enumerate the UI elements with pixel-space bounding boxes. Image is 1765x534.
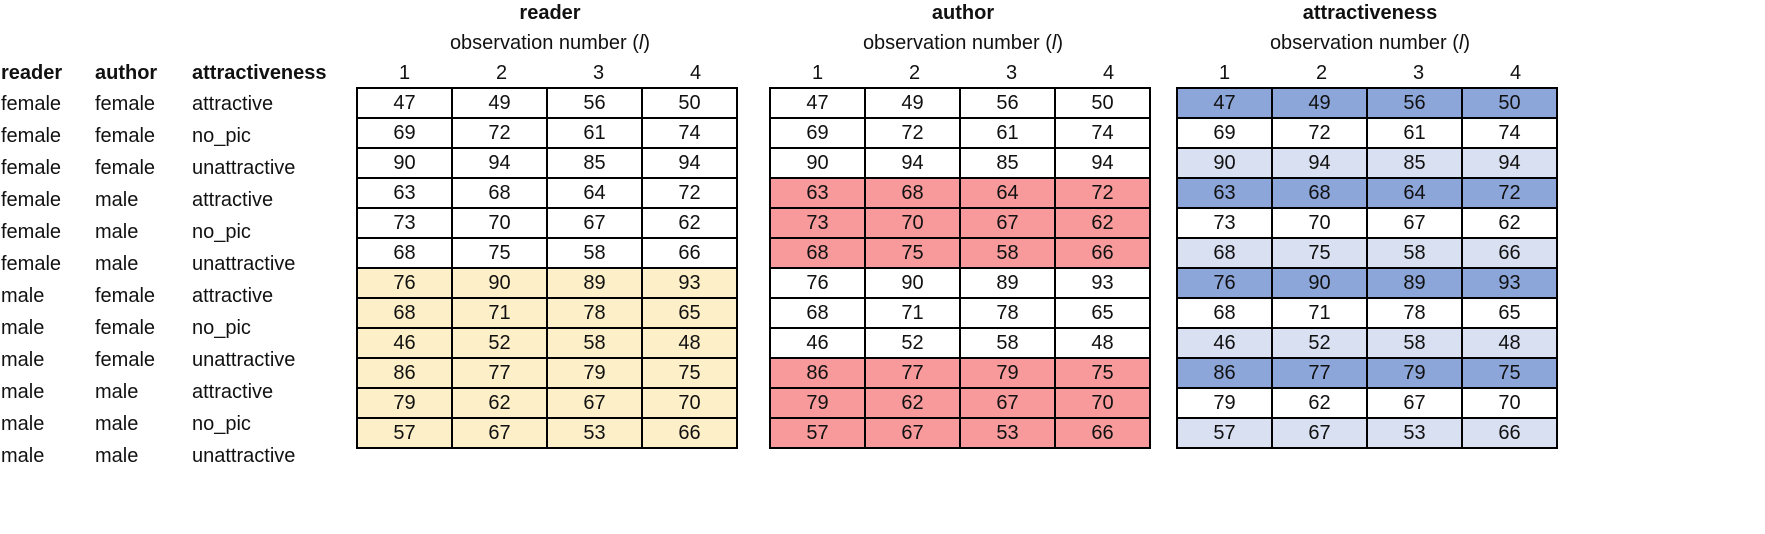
value-cell: 89 [1367, 268, 1462, 298]
obs-number-author: 4 [1102, 62, 1115, 84]
value-cell: 68 [770, 298, 865, 328]
value-cell: 61 [1367, 118, 1462, 148]
row-attractiveness-label: unattractive [192, 349, 296, 371]
value-cell: 63 [770, 178, 865, 208]
table-row [357, 88, 737, 118]
value-cell: 66 [1462, 238, 1557, 268]
value-cell: 52 [452, 328, 547, 358]
value-cell: 70 [1272, 208, 1367, 238]
value-cell: 89 [960, 268, 1055, 298]
value-cell: 46 [357, 328, 452, 358]
obs-number-reader: 4 [689, 62, 702, 84]
table-row [1177, 238, 1557, 268]
table-row [1177, 418, 1557, 448]
row-reader-label: female [1, 189, 62, 211]
row-author-label: male [95, 413, 139, 435]
row-reader-label: female [1, 157, 62, 179]
value-cell: 70 [1462, 388, 1557, 418]
value-cell: 53 [1367, 418, 1462, 448]
value-cell: 66 [1055, 238, 1150, 268]
value-cell: 68 [1177, 298, 1272, 328]
value-cell: 74 [1462, 118, 1557, 148]
obs-number-attractiveness: 1 [1218, 62, 1231, 84]
table-row [1177, 298, 1557, 328]
row-attractiveness-label: no_pic [192, 317, 251, 339]
value-cell: 75 [642, 358, 737, 388]
value-cell: 86 [1177, 358, 1272, 388]
value-cell: 74 [1055, 118, 1150, 148]
value-cell: 79 [357, 388, 452, 418]
value-cell: 61 [547, 118, 642, 148]
value-cell: 68 [865, 178, 960, 208]
value-cell: 64 [1367, 178, 1462, 208]
value-cell: 58 [960, 328, 1055, 358]
row-attractiveness-label: no_pic [192, 221, 251, 243]
table-row [357, 118, 737, 148]
value-cell: 90 [865, 268, 960, 298]
observation-label-author: observation number (l) [862, 32, 1064, 54]
table-row [357, 238, 737, 268]
value-cell: 67 [547, 388, 642, 418]
value-cell: 66 [642, 418, 737, 448]
value-cell: 56 [960, 88, 1055, 118]
value-cell: 52 [865, 328, 960, 358]
value-cell: 69 [1177, 118, 1272, 148]
table-row [1177, 388, 1557, 418]
obs-number-author: 3 [1005, 62, 1018, 84]
grid-reader [356, 87, 738, 449]
value-cell: 71 [1272, 298, 1367, 328]
value-cell: 52 [1272, 328, 1367, 358]
value-cell: 79 [1177, 388, 1272, 418]
row-reader-label: female [1, 93, 62, 115]
table-row [357, 268, 737, 298]
value-cell: 62 [1272, 388, 1367, 418]
value-cell: 94 [1272, 148, 1367, 178]
value-cell: 49 [865, 88, 960, 118]
value-cell: 70 [865, 208, 960, 238]
table-row [770, 268, 1150, 298]
table-row [1177, 178, 1557, 208]
value-cell: 58 [1367, 328, 1462, 358]
value-cell: 68 [357, 298, 452, 328]
value-cell: 77 [452, 358, 547, 388]
value-cell: 75 [1272, 238, 1367, 268]
value-cell: 94 [642, 148, 737, 178]
observation-label-attractiveness: observation number (l) [1269, 32, 1471, 54]
value-cell: 47 [357, 88, 452, 118]
row-attractiveness-label: no_pic [192, 125, 251, 147]
value-cell: 79 [960, 358, 1055, 388]
group-title-author: author [931, 2, 995, 24]
header-author: author [95, 62, 158, 84]
value-cell: 62 [452, 388, 547, 418]
value-cell: 85 [960, 148, 1055, 178]
table-row [770, 88, 1150, 118]
value-cell: 64 [547, 178, 642, 208]
row-reader-label: female [1, 253, 62, 275]
value-cell: 48 [1055, 328, 1150, 358]
table-row [770, 418, 1150, 448]
value-cell: 57 [357, 418, 452, 448]
value-cell: 65 [1462, 298, 1557, 328]
obs-number-attractiveness: 3 [1412, 62, 1425, 84]
row-author-label: male [95, 253, 139, 275]
value-cell: 86 [770, 358, 865, 388]
row-attractiveness-label: unattractive [192, 253, 296, 275]
table-row [1177, 118, 1557, 148]
value-cell: 93 [1055, 268, 1150, 298]
table-row [1177, 148, 1557, 178]
table-row [770, 298, 1150, 328]
table-row [357, 328, 737, 358]
row-reader-label: male [1, 349, 45, 371]
row-author-label: female [95, 349, 156, 371]
table-row [1177, 208, 1557, 238]
row-reader-label: male [1, 317, 45, 339]
value-cell: 58 [960, 238, 1055, 268]
value-cell: 78 [547, 298, 642, 328]
value-cell: 63 [357, 178, 452, 208]
table-row [770, 118, 1150, 148]
value-cell: 68 [1272, 178, 1367, 208]
value-cell: 50 [1055, 88, 1150, 118]
value-cell: 90 [452, 268, 547, 298]
value-cell: 74 [642, 118, 737, 148]
table-row [357, 418, 737, 448]
grid-attractiveness [1176, 87, 1558, 449]
value-cell: 72 [865, 118, 960, 148]
row-reader-label: male [1, 285, 45, 307]
row-author-label: male [95, 381, 139, 403]
obs-number-attractiveness: 4 [1509, 62, 1522, 84]
value-cell: 94 [452, 148, 547, 178]
value-cell: 94 [865, 148, 960, 178]
row-author-label: female [95, 157, 156, 179]
value-cell: 89 [547, 268, 642, 298]
table-row [357, 208, 737, 238]
value-cell: 67 [547, 208, 642, 238]
value-cell: 68 [357, 238, 452, 268]
value-cell: 58 [547, 238, 642, 268]
table-row [357, 358, 737, 388]
row-author-label: male [95, 221, 139, 243]
value-cell: 93 [642, 268, 737, 298]
value-cell: 65 [642, 298, 737, 328]
row-attractiveness-label: no_pic [192, 413, 251, 435]
value-cell: 75 [865, 238, 960, 268]
table-row [770, 238, 1150, 268]
value-cell: 73 [770, 208, 865, 238]
value-cell: 90 [357, 148, 452, 178]
value-cell: 70 [1055, 388, 1150, 418]
value-cell: 48 [642, 328, 737, 358]
value-cell: 66 [1055, 418, 1150, 448]
table-row [357, 178, 737, 208]
value-cell: 46 [1177, 328, 1272, 358]
obs-number-reader: 2 [495, 62, 508, 84]
table-row [1177, 328, 1557, 358]
value-cell: 72 [1272, 118, 1367, 148]
value-cell: 65 [1055, 298, 1150, 328]
value-cell: 67 [960, 388, 1055, 418]
table-row [1177, 358, 1557, 388]
value-cell: 57 [770, 418, 865, 448]
value-cell: 49 [452, 88, 547, 118]
value-cell: 46 [770, 328, 865, 358]
value-cell: 94 [1055, 148, 1150, 178]
value-cell: 49 [1272, 88, 1367, 118]
value-cell: 72 [642, 178, 737, 208]
value-cell: 71 [865, 298, 960, 328]
value-cell: 72 [1055, 178, 1150, 208]
value-cell: 62 [642, 208, 737, 238]
row-author-label: female [95, 125, 156, 147]
row-author-label: male [95, 189, 139, 211]
value-cell: 50 [1462, 88, 1557, 118]
row-author-label: female [95, 285, 156, 307]
value-cell: 90 [770, 148, 865, 178]
value-cell: 67 [865, 418, 960, 448]
value-cell: 86 [357, 358, 452, 388]
value-cell: 77 [1272, 358, 1367, 388]
row-reader-label: female [1, 125, 62, 147]
value-cell: 77 [865, 358, 960, 388]
row-attractiveness-label: attractive [192, 189, 274, 211]
obs-number-reader: 3 [592, 62, 605, 84]
value-cell: 69 [770, 118, 865, 148]
row-author-label: female [95, 317, 156, 339]
value-cell: 53 [960, 418, 1055, 448]
value-cell: 76 [357, 268, 452, 298]
value-cell: 56 [1367, 88, 1462, 118]
row-reader-label: male [1, 413, 45, 435]
grid-author [769, 87, 1151, 449]
value-cell: 57 [1177, 418, 1272, 448]
table-row [770, 388, 1150, 418]
group-title-reader: reader [519, 2, 581, 24]
value-cell: 94 [1462, 148, 1557, 178]
value-cell: 67 [1367, 208, 1462, 238]
header-attractiveness: attractiveness [192, 62, 327, 84]
table-row [770, 358, 1150, 388]
value-cell: 93 [1462, 268, 1557, 298]
row-reader-label: male [1, 381, 45, 403]
value-cell: 75 [452, 238, 547, 268]
value-cell: 72 [452, 118, 547, 148]
table-row [1177, 88, 1557, 118]
table-row [357, 298, 737, 328]
observation-label-reader: observation number (l) [449, 32, 651, 54]
value-cell: 76 [770, 268, 865, 298]
value-cell: 62 [1055, 208, 1150, 238]
value-cell: 61 [960, 118, 1055, 148]
value-cell: 67 [960, 208, 1055, 238]
row-attractiveness-label: unattractive [192, 157, 296, 179]
value-cell: 90 [1272, 268, 1367, 298]
table-row [357, 148, 737, 178]
value-cell: 69 [357, 118, 452, 148]
value-cell: 76 [1177, 268, 1272, 298]
row-author-label: male [95, 445, 139, 467]
value-cell: 75 [1462, 358, 1557, 388]
value-cell: 73 [1177, 208, 1272, 238]
table-row [770, 148, 1150, 178]
value-cell: 58 [547, 328, 642, 358]
value-cell: 56 [547, 88, 642, 118]
value-cell: 62 [865, 388, 960, 418]
value-cell: 66 [1462, 418, 1557, 448]
value-cell: 78 [960, 298, 1055, 328]
value-cell: 48 [1462, 328, 1557, 358]
value-cell: 79 [547, 358, 642, 388]
value-cell: 90 [1177, 148, 1272, 178]
value-cell: 67 [452, 418, 547, 448]
table-row [357, 388, 737, 418]
row-attractiveness-label: unattractive [192, 445, 296, 467]
value-cell: 79 [1367, 358, 1462, 388]
value-cell: 58 [1367, 238, 1462, 268]
value-cell: 72 [1462, 178, 1557, 208]
value-cell: 70 [642, 388, 737, 418]
row-author-label: female [95, 93, 156, 115]
row-reader-label: female [1, 221, 62, 243]
obs-number-attractiveness: 2 [1315, 62, 1328, 84]
table-row [770, 178, 1150, 208]
table-row [770, 328, 1150, 358]
value-cell: 47 [1177, 88, 1272, 118]
group-title-attractiveness: attractiveness [1302, 2, 1438, 24]
value-cell: 71 [452, 298, 547, 328]
value-cell: 78 [1367, 298, 1462, 328]
obs-number-reader: 1 [398, 62, 411, 84]
value-cell: 67 [1272, 418, 1367, 448]
row-attractiveness-label: attractive [192, 285, 274, 307]
value-cell: 73 [357, 208, 452, 238]
row-reader-label: male [1, 445, 45, 467]
value-cell: 68 [452, 178, 547, 208]
value-cell: 85 [547, 148, 642, 178]
row-attractiveness-label: attractive [192, 93, 274, 115]
value-cell: 70 [452, 208, 547, 238]
table-row [770, 208, 1150, 238]
value-cell: 85 [1367, 148, 1462, 178]
header-reader: reader [1, 62, 63, 84]
value-cell: 68 [1177, 238, 1272, 268]
value-cell: 53 [547, 418, 642, 448]
value-cell: 79 [770, 388, 865, 418]
value-cell: 62 [1462, 208, 1557, 238]
value-cell: 68 [770, 238, 865, 268]
value-cell: 66 [642, 238, 737, 268]
table-row [1177, 268, 1557, 298]
obs-number-author: 2 [908, 62, 921, 84]
value-cell: 47 [770, 88, 865, 118]
row-attractiveness-label: attractive [192, 381, 274, 403]
obs-number-author: 1 [811, 62, 824, 84]
value-cell: 63 [1177, 178, 1272, 208]
value-cell: 75 [1055, 358, 1150, 388]
value-cell: 67 [1367, 388, 1462, 418]
value-cell: 64 [960, 178, 1055, 208]
value-cell: 50 [642, 88, 737, 118]
